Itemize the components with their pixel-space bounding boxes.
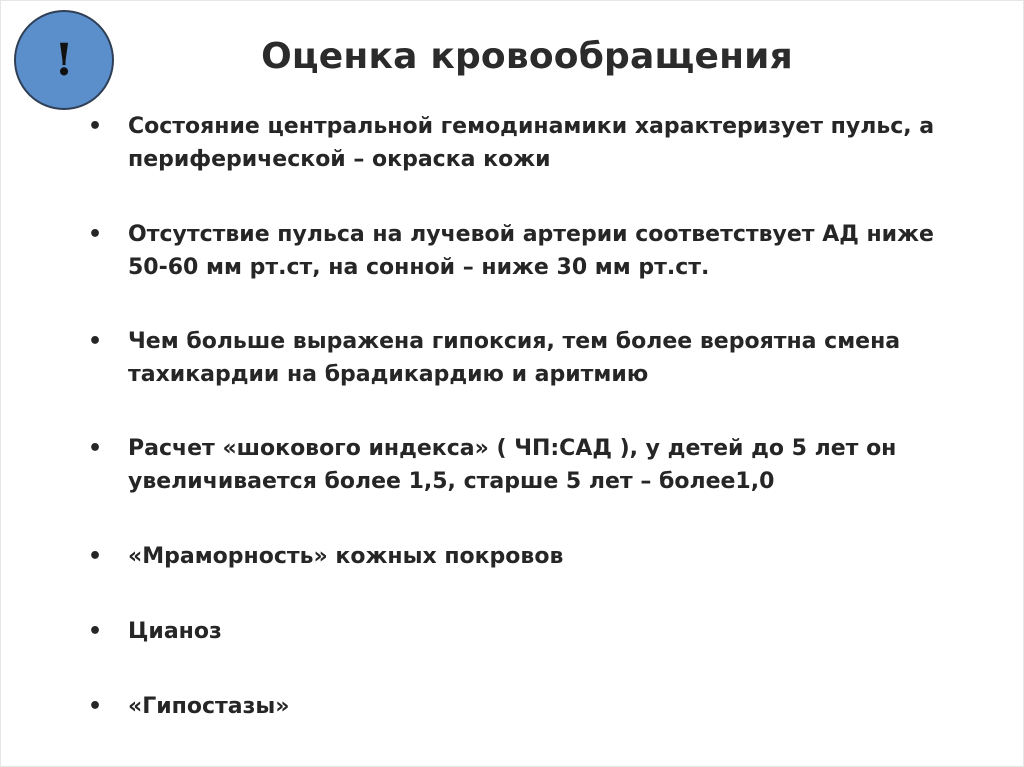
bullet-item: [88, 110, 968, 176]
bullet-item: [88, 325, 968, 391]
bullet-text: «Гипостазы»: [128, 694, 290, 719]
slide-title: Оценка кровообращения: [261, 36, 793, 77]
bullet-dot-icon: •: [88, 436, 103, 461]
bullet-item: [88, 218, 968, 284]
bullet-text: «Мраморность» кожных покровов: [128, 544, 564, 569]
bullet-item: [88, 432, 968, 498]
bullet-dot-icon: •: [88, 329, 103, 354]
bullet-list: [88, 110, 968, 723]
bullet-dot-icon: •: [88, 619, 103, 644]
bullet-dot-icon: •: [88, 114, 103, 139]
bullet-dot-icon: •: [88, 694, 103, 719]
bullet-text: Состояние центральной гемодинамики характеризует пульс, а периферической – окраска кожи: [128, 114, 935, 172]
bullet-dot-icon: •: [88, 222, 103, 247]
exclamation-mark: !: [54, 35, 74, 86]
bullet-text: Цианоз: [128, 619, 222, 644]
bullet-item: [88, 540, 968, 573]
bullet-text: Расчет «шокового индекса» ( ЧП:САД ), у детей до 5 лет он увеличивается более 1,5, старше 5 лет – более1,0: [128, 436, 897, 494]
bullet-dot-icon: •: [88, 544, 103, 569]
bullet-item: [88, 615, 968, 648]
bullet-item: [88, 690, 968, 723]
bullet-text: Чем больше выражена гипоксия, тем более вероятна смена тахикардии на брадикардию и аритмию: [128, 329, 901, 387]
bullet-text: Отсутствие пульса на лучевой артерии соответствует АД ниже 50-60 мм рт.ст, на сонной – ниже 30 мм рт.ст.: [128, 222, 934, 280]
